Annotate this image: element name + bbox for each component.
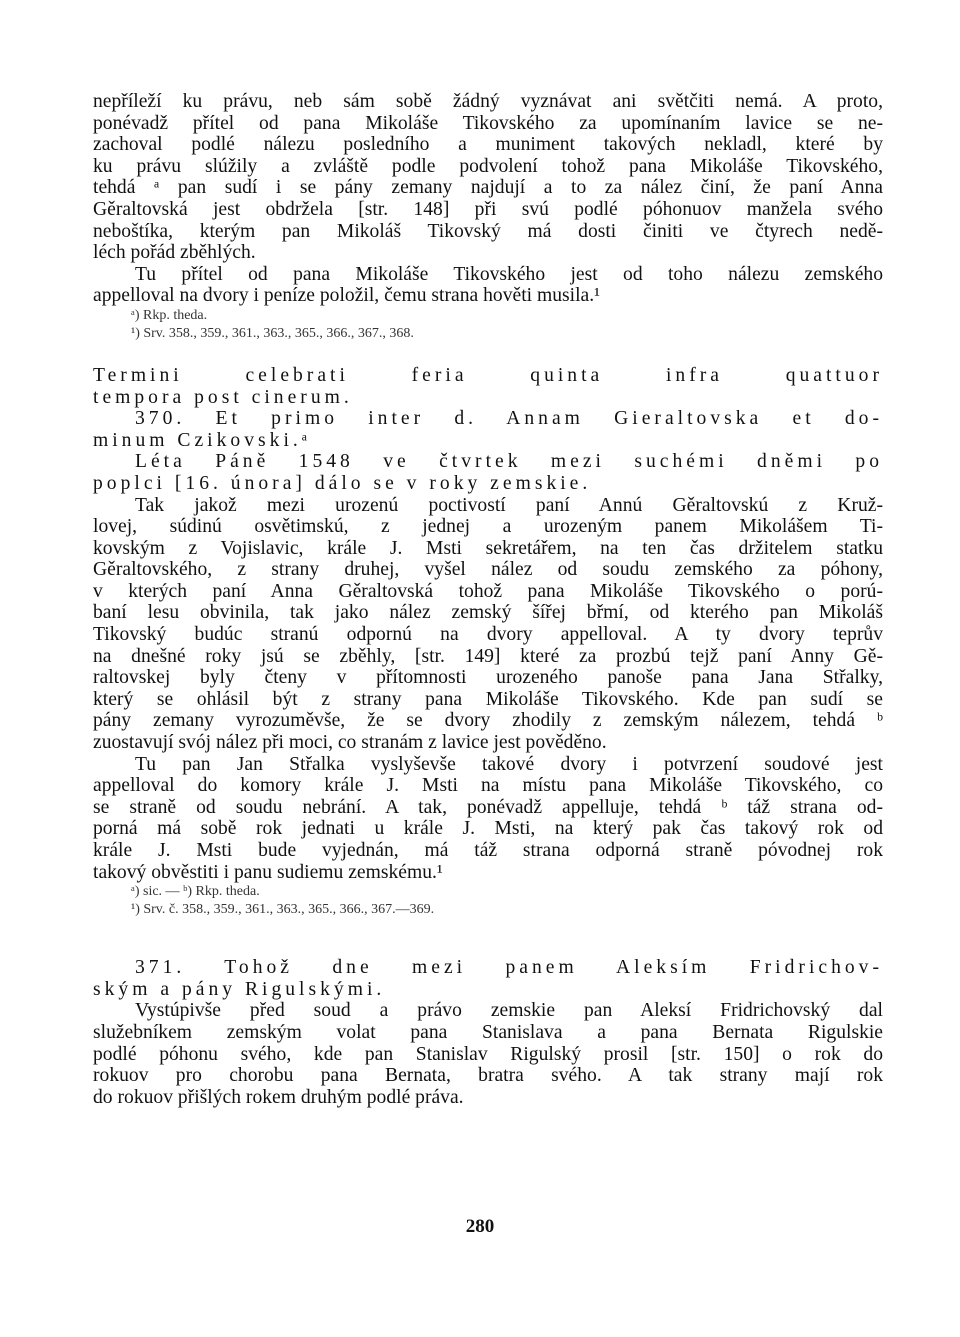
entry-title-line: 371. Tohož dne mezi panem Aleksím Fridrichov- [135, 957, 883, 979]
entry-370-date [93, 451, 883, 494]
text-line: Tu přítel od pana Mikoláše Tikovského jest od toho nálezu zemského [135, 263, 883, 285]
text-line: do rokuov přišlých rokem druhým podlé práva. [93, 1086, 464, 1108]
text-line: Tak jakož mezi urozenú poctivostí paní Annú Gěraltovskú z Kruž- [135, 494, 883, 516]
section-heading [93, 365, 883, 408]
text-line: Vystúpivše před soud a právo zemskie pan Aleksí Fridrichovský dal [135, 1000, 883, 1022]
text-line: Tu pan Jan Střalka vyslyševše takové dvory i potvrzení soudové jest [135, 753, 883, 775]
entry-370-title [93, 408, 883, 451]
text-line: který se ohlásil být z strany pana Mikoláše Tikovského. Kde pan sudí se [93, 688, 883, 710]
text-line: na dnešné roky jsú se zběhly, [str. 149] které za prozbú tejž paní Anny Gě- [93, 645, 883, 667]
text-line: krále J. Msti bude vyjednán, má táž strana odporná straně póvodnej rok [93, 840, 883, 861]
text-line: appelloval do komory krále J. Msti na místu pana Mikoláše Tikovského, co [93, 775, 883, 797]
page-number: 280 [465, 1216, 495, 1237]
text-line: Gěraltovského, z strany druhej, vyšel nález od soudu zemského za póhony, [93, 559, 883, 581]
text-line: Gěraltovská jest obdržela [str. 148] při svú podlé póhonuov manžela svého [93, 198, 883, 220]
text-line: služebníkem zemským volat pana Stanislava a pana Bernata Rigulskie [93, 1021, 883, 1043]
text-line: pány zemany vyrozuměvše, že se dvory zhodily z zemským nálezem, tehdá ᵇ [93, 710, 883, 732]
date-line: Léta Páně 1548 ve čtvrtek mezi suchémi dněmi po [135, 451, 883, 473]
footnote: ᵃ) Rkp. theda. [131, 307, 208, 323]
date-line: poplci [16. února] dálo se v roky zemskie. [93, 472, 592, 494]
entry-371-title [93, 957, 883, 1000]
text-line: v kterých paní Anna Gěraltovská tohož pana Mikoláše Tikovského o porú- [93, 580, 883, 602]
footnote: ¹) Srv. 358., 359., 361., 363., 365., 366., 367., 368. [131, 325, 414, 341]
heading-line: Termini celebrati feria quinta infra quattuor [93, 364, 883, 386]
text-line: podlé póhonu svého, kde pan Stanislav Rigulský prosil [str. 150] o rok do [93, 1043, 883, 1065]
text-line: lovej, súdinú osvětimskú, z jednej a urozeným panem Mikolášem Ti- [93, 516, 883, 538]
paragraph-verdict [93, 91, 883, 264]
footnote: ¹) Srv. č. 358., 359., 361., 363., 365., 366., 367.—369. [131, 902, 435, 918]
footnote: ᵃ) sic. — ᵇ) Rkp. theda. [131, 884, 260, 900]
entry-370-body [93, 495, 883, 754]
document-page [93, 91, 883, 1108]
text-line: appelloval na dvory i peníze položil, čemu strana hověti musila.¹ [93, 285, 600, 307]
entry-title-line: minum Czikovski.ᵃ [93, 429, 312, 451]
text-line: porná má sobě rok jednati u krále J. Msti, na který pak čas takový rok od [93, 818, 883, 840]
text-line: zuostavují svój nález při moci, co stranám z lavice jest pověděno. [93, 732, 607, 754]
heading-line: tempora post cinerum. [93, 386, 353, 408]
text-line: kovským z Vojislavic, krále J. Msti sekretářem, na ten čas držitelem statku [93, 537, 883, 559]
text-line: tehdá ᵃ pan sudí i se pány zemany najdují a to za nález činí, že paní Anna [93, 177, 883, 199]
entry-title-line: ským a pány Rigulskými. [93, 978, 386, 1000]
text-line: ponévadž přítel od pana Mikoláše Tikovského za upomínaním lavice se ne- [93, 112, 883, 134]
text-line: nepříleží ku právu, neb sám sobě žádný vyznávat ani světčiti nemá. A proto, [93, 91, 883, 112]
text-line: zachoval podlé nálezu posledního a muniment takových nekladl, které by [93, 134, 883, 156]
entry-title-line: 370. Et primo inter d. Annam Gieraltovska et do- [135, 408, 883, 430]
text-line: ku právu slúžily a zvláště podle podvolení tohož pana Mikoláše Tikovského, [93, 155, 883, 177]
text-line: léch pořád zběhlých. [93, 242, 256, 264]
entry-370-body-2 [93, 754, 883, 884]
text-line: neboštíka, kterým pan Mikoláš Tikovský má dosti činiti ve čtyrech nedě- [93, 220, 883, 242]
paragraph-appeal [93, 264, 883, 307]
text-line: rokuov pro chorobu pana Bernata, bratra svého. A tak strany mají rok [93, 1065, 883, 1087]
entry-371-body [93, 1000, 883, 1108]
text-line: baní lesu obvinila, tak jako nález zemský šířej břmí, od kterého pan Mikoláš [93, 602, 883, 624]
footnotes-1 [93, 307, 883, 343]
text-line: se straně od soudu nebrání. A tak, ponévadž appelluje, tehdá ᵇ táž strana od- [93, 796, 883, 818]
text-line: Tikovský budúc stranú odpornú na dvory appelloval. A ty dvory teprův [93, 624, 883, 646]
text-line: raltovskej byly čteny v přítomnosti urozeného panoše pana Jana Střalky, [93, 667, 883, 689]
text-line: takový obvěstiti i panu sudiemu zemskému.¹ [93, 861, 443, 883]
footnotes-2 [93, 883, 883, 919]
